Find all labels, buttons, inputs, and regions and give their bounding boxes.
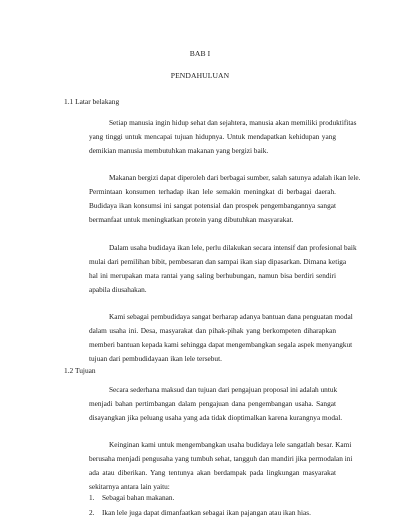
paragraph-line: berusaha menjadi pengusaha yang tumbuh sehat, tangguh dan mandiri jika permodalan ini (89, 454, 353, 463)
paragraph (89, 383, 343, 425)
paragraph-line: Makanan bergizi dapat diperoleh dari berbagai sumber, salah satunya adalah ikan lele. (109, 173, 361, 182)
paragraph-line: apabila diusahakan. (89, 285, 147, 294)
list-item-number: 1. (89, 493, 95, 502)
paragraph-line: ada atau diberikan. Yang tentunya akan berdampak pada lingkungan masyarakat (89, 468, 336, 477)
paragraph-line: Dalam usaha budidaya ikan lele, perlu dilakukan secara intensif dan profesional baik (109, 243, 357, 252)
chapter-number: BAB I (189, 49, 211, 58)
list-item-text: Sebagai bahan makanan. (102, 493, 175, 502)
paragraph-line: menjadi bahan pertimbangan dalam pengajuan dana pengembangan usaha. Sangat (89, 399, 336, 408)
list-item-number: 2. (89, 508, 95, 517)
paragraph-line: bermanfaat untuk meningkatkan protein yang dibutuhkan masyarakat. (89, 215, 294, 224)
numbered-list (89, 490, 349, 520)
list-item-text: Ikan lele juga dapat dimanfaatkan sebagai ikan pajangan atau ikan hias. (102, 508, 311, 517)
list-item (89, 490, 349, 505)
paragraph-line: yang tinggi untuk mencapai tujuan hidupnya. Untuk mendapatkan kehidupan yang (89, 132, 336, 141)
paragraph-line: mulai dari pemilihan bibit, pembesaran dan sampai ikan siap dipasarkan. Dimana ketiga (89, 257, 347, 266)
paragraph-line: Keinginan kami untuk mengembangkan usaha budidaya lele sangatlah besar. Kami (109, 440, 352, 449)
paragraph-line: memberi bantuan kepada kami sehingga dapat mengembangkan segala aspek menyangkut (89, 340, 353, 349)
paragraph-line: Kami sebagai pembudidaya sangat berharap adanya bantuan dana penguatan modal (109, 312, 353, 321)
paragraph-line: Setiap manusia ingin hidup sehat dan sejahtera, manusia akan memiliki produktifitas (109, 118, 357, 127)
section-heading-tujuan: 1.2 Tujuan (64, 366, 96, 375)
paragraph-line: hal ini merupakan mata rantai yang saling berhubungan, namun bisa berdiri sendiri (89, 271, 336, 280)
paragraph (89, 116, 357, 158)
paragraph-line: dalam usaha ini. Desa, masyarakat dan pihak-pihak yang berkompeten diharapkan (89, 326, 336, 335)
paragraph (89, 438, 353, 494)
section-heading-latar-belakang: 1.1 Latar belakang (64, 97, 120, 106)
paragraph-line: Permintaan konsumen terhadap ikan lele semakin meningkat di berbagai daerah. (89, 187, 336, 196)
paragraph-line: disayangkan jika peluang usaha yang ada tidak dioptimalkan karena kurangnya modal. (89, 413, 343, 422)
chapter-title: PENDAHULUAN (170, 71, 230, 80)
paragraph-line: tujuan dari pembudidayaan ikan lele tersebut. (89, 354, 222, 363)
paragraph (89, 241, 357, 297)
paragraph-line: sekitarnya antara lain yaitu: (89, 482, 170, 491)
paragraph (89, 171, 361, 227)
paragraph-line: Secara sederhana maksud dan tujuan dari pengajuan proposal ini adalah untuk (109, 385, 338, 394)
paragraph-line: Budidaya ikan konsumsi ini sangat potensial dan prospek pengembangannya sangat (89, 201, 336, 210)
paragraph-line: demikian manusia membutuhkan makanan yang bergizi baik. (89, 146, 269, 155)
paragraph (89, 310, 353, 366)
